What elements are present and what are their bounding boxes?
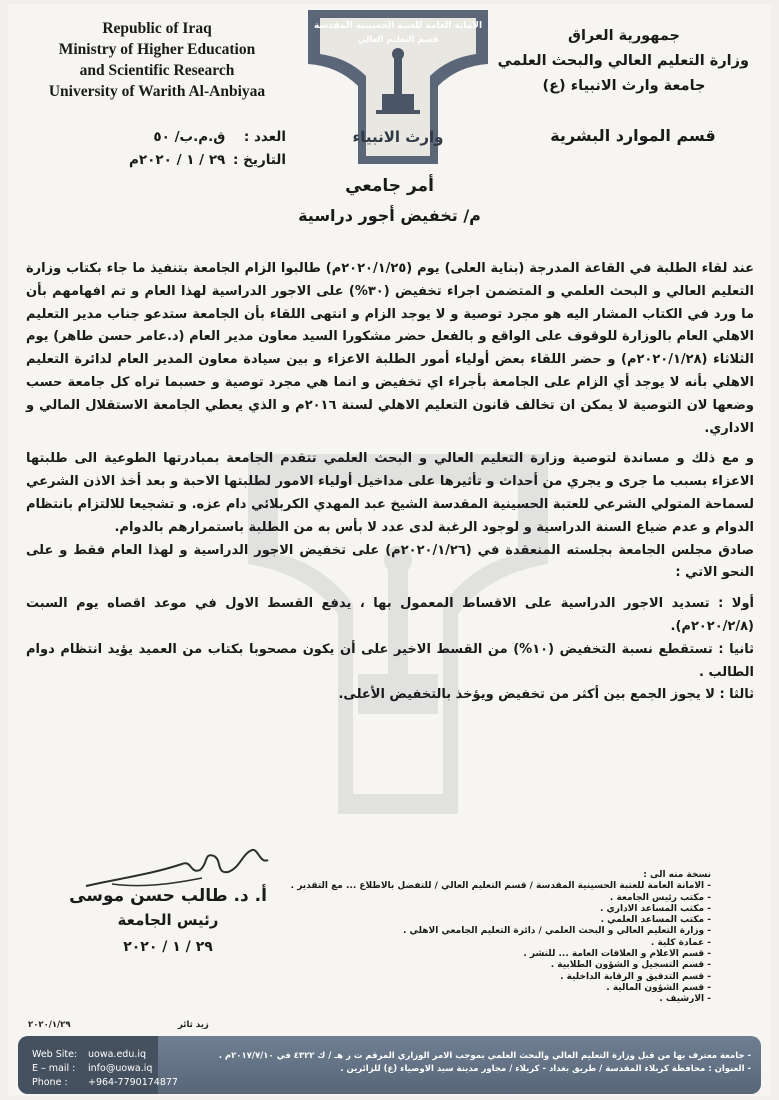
decision-item-text: تستقطع نسبة التخفيض (١٠%) من القسط الاخير على أن يكون مصحوبا بكتاب من العميد يؤيد انتظام دوام الطالب . <box>26 641 754 680</box>
reference-date-value: ٢٩ / ١ / ٢٠٢٠م <box>129 152 226 168</box>
footer-note-typist: زيد ثائر <box>178 1020 209 1030</box>
university-logo <box>298 6 498 166</box>
footer-note-date: ٢٠٢٠/١/٢٩ <box>28 1020 71 1030</box>
header-arabic-block <box>499 24 749 99</box>
decision-item <box>26 639 754 685</box>
logo-top-line: قسم التعليم العالي <box>357 35 439 45</box>
reference-number-label: العدد : <box>243 129 286 145</box>
copies-list <box>290 870 711 1006</box>
department-name: قسم الموارد البشرية <box>550 126 716 145</box>
signature-date: ٢٩ / ١ / ٢٠٢٠ <box>123 939 213 955</box>
copies-heading: نسخة منه الى : <box>643 870 711 880</box>
header-english-line: and Scientific Research <box>79 62 235 79</box>
reference-number-value: ق.م.ب/ ٥٠ <box>153 129 226 145</box>
decision-item-text: لا يجوز الجمع بين أكثر من تخفيض ويؤخذ بالتخفيض الأعلى. <box>338 687 715 703</box>
reference-date-row <box>66 149 286 172</box>
document-page <box>8 4 771 1096</box>
body-paragraph: و مع ذلك و مساندة لتوصية وزارة التعليم العالي و البحث العلمي تتقدم الجامعة بمبادرتها الطوعية الى طلبتها الاعزاء بسبب ما جرى و يجري من أحداث و تأثيرها على مداخيل أولياء الامور لطلبتها الاحبة و بعد أخذ الاذن الشرعي لسماحة المتولي الشرعي للعتبة الحسينية المقدسة الشيخ عبد المهدي الكربلائي دام عزه. و تشجيعا للالتزام بانتظام الدوام و عدم ضياع السنة الدراسية و لوجود الرغبة لدى عدد لا بأس به من الطلبة باستمرارهم بالدوام. <box>26 451 754 535</box>
copies-line: - وزارة التعليم العالي و البحث العلمي / دائرة التعليم الجامعي الاهلي . <box>402 926 711 937</box>
copies-line: - قسم التدقيق و الرقابة الداخلية . <box>560 971 711 982</box>
decision-item-text: تسديد الاجور الدراسية على الاقساط المعمول بها ، يدفع القسط الاول في موعد اقصاه يوم السبت (٢٠٢٠/٢/٨م). <box>26 596 754 634</box>
document-subject: م/ تخفيض أجور دراسية <box>298 206 481 225</box>
header-english-block <box>26 18 288 102</box>
copies-line: - مكتب المساعد العلمي . <box>600 915 711 926</box>
header-english-line: Ministry of Higher Education <box>58 41 256 58</box>
reference-block <box>66 126 286 172</box>
footer-arabic-note <box>191 1050 751 1076</box>
header-arabic-line: وزارة التعليم العالي والبحث العلمي <box>497 53 749 69</box>
footer-contact-value: +964-7790174877 <box>88 1077 178 1088</box>
header-english-line: University of Warith Al-Anbiyaa <box>48 83 266 100</box>
footer-contact-row <box>32 1062 178 1076</box>
copies-line: - قسم الاعلام و العلاقات العامة ... للنشر . <box>523 949 711 960</box>
copies-line: - مكتب المساعد الاداري . <box>600 903 711 914</box>
copies-line: - الامانة العامة للعتبة الحسينية المقدسة / قسم التعليم العالي / للتفضل بالاطلاع ... مع التقدير . <box>290 881 711 892</box>
copies-line: - مكتب رئيس الجامعة . <box>609 892 711 903</box>
document-body <box>26 258 754 707</box>
signer-role: رئيس الجامعة <box>117 911 219 929</box>
header-english-line: Republic of Iraq <box>102 20 212 37</box>
logo-top-line: الامانة العامة للعتبة الحسينية المقدسة <box>313 21 483 31</box>
body-paragraph: عند لقاء الطلبة في القاعة المدرجة (بناية العلى) يوم (٢٠٢٠/١/٢٥م) طالبوا الزام الجامعة بتنفيذ ما جاء بكتاب وزارة التعليم العالي و البحث العلمي و المتضمن اجراء تخفيض (٣٠%) على الاجور الدراسية لهذا العام و تم افهامهم بأن ما ورد في الكتاب المشار اليه هو مجرد توصية و لا يوجد الزام و انتهى اللقاء بأن الجامعة ستدعو جناب مدير التعليم الاهلي العام بالوزارة للوقوف على الواقع و بالفعل حضر مشكورا السيد معاون مدير العام (د.عامر حسن طاهر) يوم الثلاثاء (٢٠٢٠/١/٢٨م) و حضر اللقاء بعض أولياء أمور الطلبة الاعزاء و بين سيادة معاون المدير العام لدائرة التعليم الاهلي بأنه لا يوجد أي الزام على الجامعة بأجراء اي تخفيض و انما هي مجرد توصية و حسبما تراه كل جامعة حسب وضعها لان التوصية لا يمكن ان تخالف قانون التعليم الاهلي لسنة ٢٠١٦م و الذي يعطي الجامعة الاستقلال المالي و الاداري. <box>26 261 755 436</box>
copies-line: - قسم الشؤون المالية . <box>606 982 711 993</box>
header-arabic-line: جامعة وارث الانبياء (ع) <box>542 78 706 94</box>
signer-block <box>38 884 298 962</box>
footer-bar <box>18 1036 761 1094</box>
reference-number-row <box>66 126 286 149</box>
header-arabic-line: جمهورية العراق <box>567 28 681 44</box>
footer-arabic-line: - جامعة معترف بها من قبل وزارة التعليم العالي والبحث العلمي بموجب الامر الوزاري المرقم ت ر هـ / ك ٤٣٢٢ في ٢٠١٧/٧/١٠م . <box>218 1051 751 1061</box>
decision-item-label: ثانيا : <box>718 641 754 657</box>
footer-contact-value[interactable]: info@uowa.iq <box>88 1063 153 1074</box>
logo-name: وارث الانبياء <box>352 128 444 146</box>
decision-item-label: ثالثا : <box>719 687 754 703</box>
footer-contact <box>32 1048 178 1090</box>
footer-arabic-line: - العنوان : محافظة كربلاء المقدسة / طريق بغداد - كربلاء / مجاور مدينة سيد الاوصياء (ع) للزائرين . <box>340 1064 751 1074</box>
footer-contact-value[interactable]: uowa.edu.iq <box>88 1049 147 1060</box>
signer-name: أ. د. طالب حسن موسى <box>69 886 267 906</box>
copies-line: - عمادة كلية . <box>650 937 711 948</box>
decision-item-label: أولا : <box>718 596 754 612</box>
footer-contact-key: Phone : <box>32 1077 68 1088</box>
decision-item <box>26 684 754 707</box>
footer-contact-row <box>32 1076 178 1090</box>
footer-note <box>28 1020 748 1034</box>
reference-date-label: التاريخ : <box>233 152 286 168</box>
copies-line: - قسم التسجيل و الشؤون الطلابية . <box>550 960 711 971</box>
document-title: أمر جامعي <box>345 176 434 196</box>
body-paragraph: صادق مجلس الجامعة بجلسته المنعقدة في (٢٠٢٠/١/٢٦م) على تخفيض الاجور الدراسية و لهذا العام فقط و على النحو الاتي : <box>26 542 755 581</box>
decision-item <box>26 593 754 639</box>
copies-line: - الارشيف . <box>659 994 711 1005</box>
footer-contact-row <box>32 1048 178 1062</box>
footer-contact-key: E – mail : <box>32 1063 76 1074</box>
footer-contact-key: Web Site: <box>32 1049 78 1060</box>
decision-items <box>26 593 754 707</box>
